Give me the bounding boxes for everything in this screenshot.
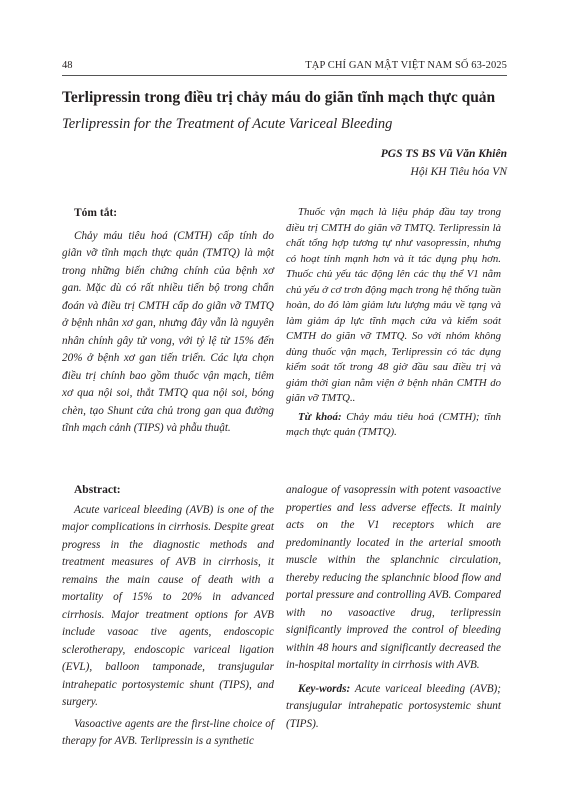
keywords-en-label: Key-words: (298, 682, 351, 695)
summary-vi-paragraph-1: Chảy máu tiêu hoá (CMTH) cấp tính do giãn vỡ tĩnh mạch thực quản (TMTQ) là một trong những biến chứng chính của bệnh xơ gan. Mặc dù có rất nhiều tiến bộ trong chẩn đoán và điều trị CMTH cấp do giãn vỡ TMTQ ở bệnh nhân xơ gan, nhưng đây vẫn là nguyên nhân chính gây tử vong, với tỷ lệ từ 15% đến 20% ở bệnh xơ gan tiến triển. Các lựa chọn điều trị chính bao gồm thuốc vận mạch, tiêm xơ qua nội soi, thắt TMTQ qua nội soi, bóng chèn, tạo Shunt cửa chủ trong gan qua đường tĩnh mạch cảnh (TIPS) và phẫu thuật. (62, 229, 274, 434)
summary-vi-right-column (286, 205, 501, 441)
summary-vi-left-column (62, 205, 274, 438)
keywords-en-text: Acute variceal bleeding (AVB); transjugular intrahepatic portosystemic shunt (TIPS). (286, 682, 501, 730)
header-rule (62, 75, 507, 76)
abstract-en-paragraph-2-continued: analogue of vasopressin with potent vasoactive properties and less adverse effects. It mainly acts on the V1 receptors which are predominantly located in the arterial smooth muscle within the splanchnic circulation, thereby reducing the splanchnic blood flow and portal pressure and controlling AVB. Compared with no vasoactive drug, terlipressin significantly improved the control of bleeding within 48 hours and significantly decreased the in-hospital mortality in cirrhosis with AVB. (286, 484, 501, 671)
abstract-en-heading: Abstract: (74, 484, 121, 496)
abstract-en-left-column (62, 482, 274, 751)
author-affiliation: Hội KH Tiêu hóa VN (410, 166, 507, 178)
title-english: Terlipressin for the Treatment of Acute Variceal Bleeding (62, 116, 393, 132)
page-number: 48 (62, 60, 73, 71)
summary-vi-paragraph-2: Thuốc vận mạch là liệu pháp đầu tay trong điều trị CMTH do giãn vỡ TMTQ. Terlipressin là chất tổng hợp tương tự như vasopressin, nhưng có hoạt tính mạnh hơn và ít tác dụng phụ hơn. Thuốc chủ yếu tác động lên các thụ thể V1 nằm chủ yếu ở cơ trơn động mạch trong hệ thống tuần hoàn, do đó làm giảm lưu lượng máu về tạng và làm giảm áp lực tĩnh mạch cửa và kiểm soát CMTH do giãn vỡ TMTQ. So với nhóm không dùng thuốc vận mạch, Terlipressin có tác dụng kiểm soát tốt trong 48 giờ đầu sau điều trị và giảm thời gian nằm viện ở bệnh nhân CMTH do giãn vỡ TMTQ.. (286, 206, 501, 404)
running-header (62, 60, 507, 76)
keywords-vi-label: Từ khoá: (298, 410, 342, 423)
summary-vi-keywords (286, 410, 501, 441)
title-vietnamese: Terlipressin trong điều trị chảy máu do giãn tĩnh mạch thực quản (62, 89, 496, 106)
abstract-en-keywords (286, 681, 501, 734)
summary-vi-heading: Tóm tắt: (74, 207, 118, 219)
abstract-en-right-column (286, 482, 501, 733)
author-name: PGS TS BS Vũ Văn Khiên (380, 148, 507, 160)
journal-name: TẠP CHÍ GAN MẬT VIỆT NAM SỐ 63-2025 (305, 60, 507, 71)
author-block (381, 145, 507, 181)
keywords-vi-text: Chảy máu tiêu hoá (CMTH); tĩnh mạch thực quản (TMTQ). (286, 410, 501, 438)
abstract-en-paragraph-1: Acute variceal bleeding (AVB) is one of the major complications in cirrhosis. Despite great progress in the diagnostic methods and treatment measures of AVB in cirrhosis, it remains the main cause of death with a mortality of 15% to 20% in advanced cirrhosis. Major treatment options for AVB include vasoac tive agents, endoscopic sclerotherapy, endoscopic variceal ligation (EVL), balloon tamponade, transjugular intrahepatic portosystemic shunt (TIPS), and surgery. (62, 503, 274, 708)
abstract-en-paragraph-2: Vasoactive agents are the first-line choice of therapy for AVB. Terlipressin is a synthetic (62, 717, 274, 747)
